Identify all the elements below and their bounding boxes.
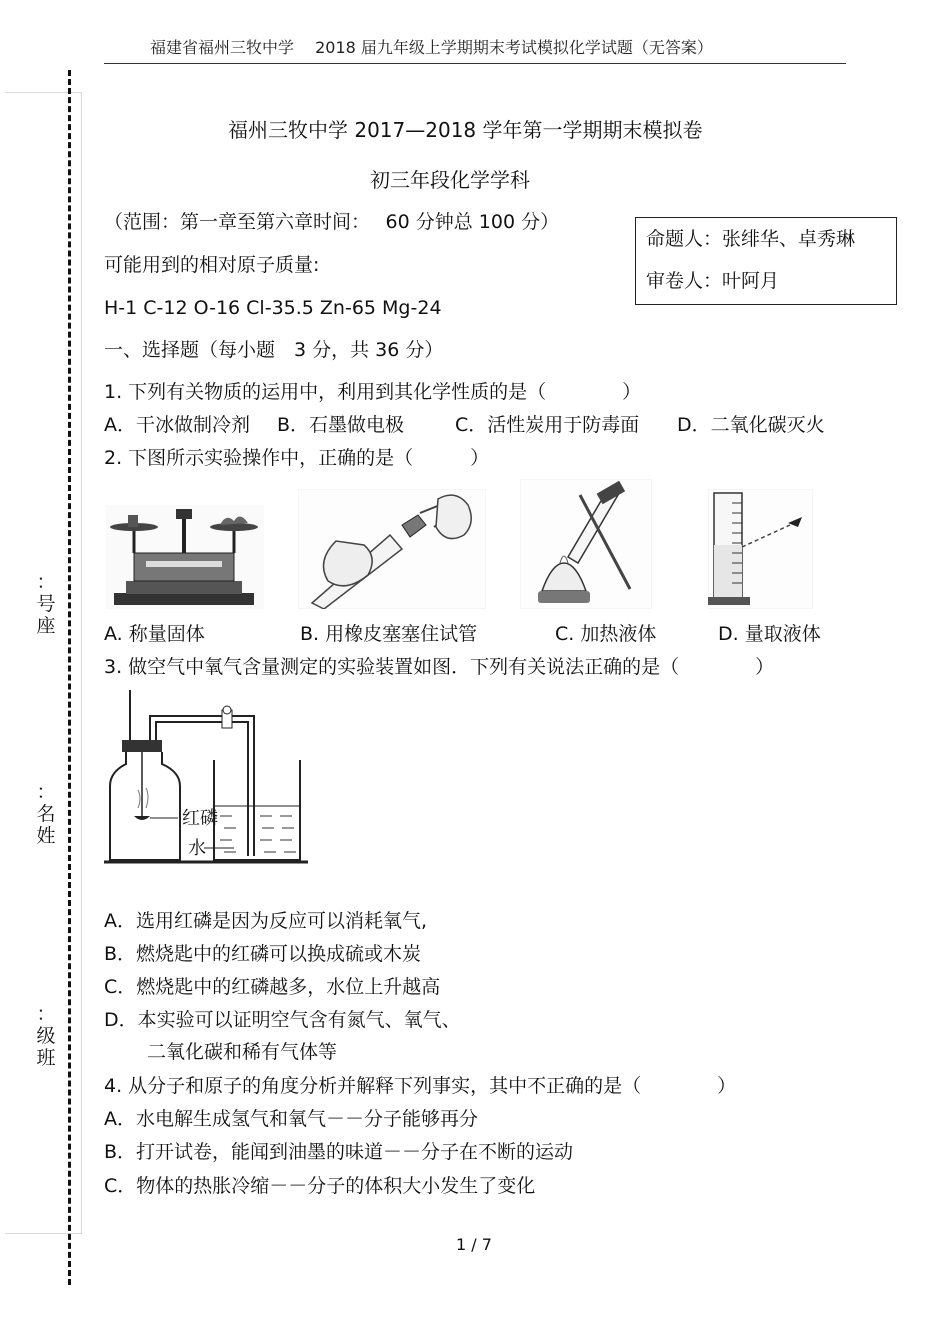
q2-option-d: D. 量取液体 — [718, 623, 821, 645]
q2-option-a: A. 称量固体 — [104, 623, 205, 645]
atomic-mass-list: H-1 C-12 O-16 Cl-35.5 Zn-65 Mg-24 — [104, 297, 442, 319]
q1-option-d: D．二氧化碳灭火 — [677, 414, 825, 436]
q1-option-a: A．干冰做制冷剂 — [104, 414, 250, 436]
name-label: ：名姓 — [36, 781, 56, 847]
q3-option-a: A．选用红磷是因为反应可以消耗氧气, — [104, 910, 428, 932]
class-label: ：级班 — [36, 1003, 56, 1069]
q2-option-c: C. 加热液体 — [555, 623, 657, 645]
q3-option-b: B．燃烧匙中的红磷可以换成硫或木炭 — [104, 943, 422, 965]
q4-option-c: C．物体的热胀冷缩－－分子的体积大小发生了变化 — [104, 1175, 536, 1197]
cut-line — [68, 70, 71, 1285]
label-water: 水 — [188, 838, 206, 859]
q3-option-d-continued: 二氧化碳和稀有气体等 — [147, 1041, 338, 1063]
q1-option-c: C．活性炭用于防毒面 — [455, 414, 640, 436]
setter-line: 命题人：张绯华、卓秀琳 — [646, 228, 856, 250]
q4-option-b: B．打开试卷，能闻到油墨的味道－－分子在不断的运动 — [104, 1141, 574, 1163]
header-rule — [104, 63, 846, 64]
section-heading: 一、选择题（每小题 3 分，共 36 分） — [104, 339, 444, 361]
exam-title: 福州三牧中学 2017—2018 学年第一学期期末模拟卷 — [228, 118, 703, 142]
author-box — [635, 217, 897, 305]
reviewer-line: 审卷人：叶阿月 — [646, 270, 780, 292]
seat-number-label: ：号座 — [36, 571, 56, 637]
stopper-figure — [298, 489, 486, 609]
q1-option-b: B．石墨做电极 — [277, 414, 405, 436]
q3-stem: 3. 做空气中氧气含量测定的实验装置如图．下列有关说法正确的是（ ） — [104, 656, 775, 678]
q1-stem: 1. 下列有关物质的运用中，利用到其化学性质的是（ ） — [104, 381, 642, 403]
q4-option-a: A．水电解生成氢气和氧气－－分子能够再分 — [104, 1108, 478, 1130]
q4-stem: 4. 从分子和原子的角度分析并解释下列事实，其中不正确的是（ ） — [104, 1075, 737, 1097]
balance-figure — [106, 505, 264, 609]
page-number: 1 / 7 — [456, 1235, 492, 1254]
q2-stem: 2. 下图所示实验操作中，正确的是（ ） — [104, 447, 490, 469]
heating-figure — [520, 479, 652, 609]
oxygen-apparatus-figure — [104, 690, 308, 868]
running-header: 福建省福州三牧中学 2018 届九年级上学期期末考试模拟化学试题（无答案） — [150, 38, 713, 57]
exam-subtitle: 初三年段化学学科 — [370, 168, 530, 192]
q3-option-d: D．本实验可以证明空气含有氮气、氧气、 — [104, 1009, 461, 1031]
q3-option-c: C．燃烧匙中的红磷越多，水位上升越高 — [104, 976, 441, 998]
cylinder-figure — [708, 489, 813, 609]
q2-option-b: B. 用橡皮塞塞住试管 — [300, 623, 478, 645]
label-red-phosphorus: 红磷 — [182, 808, 218, 829]
atomic-mass-label: 可能用到的相对原子质量: — [104, 254, 320, 276]
exam-scope: （范围：第一章至第六章时间： 60 分钟总 100 分） — [104, 211, 560, 233]
